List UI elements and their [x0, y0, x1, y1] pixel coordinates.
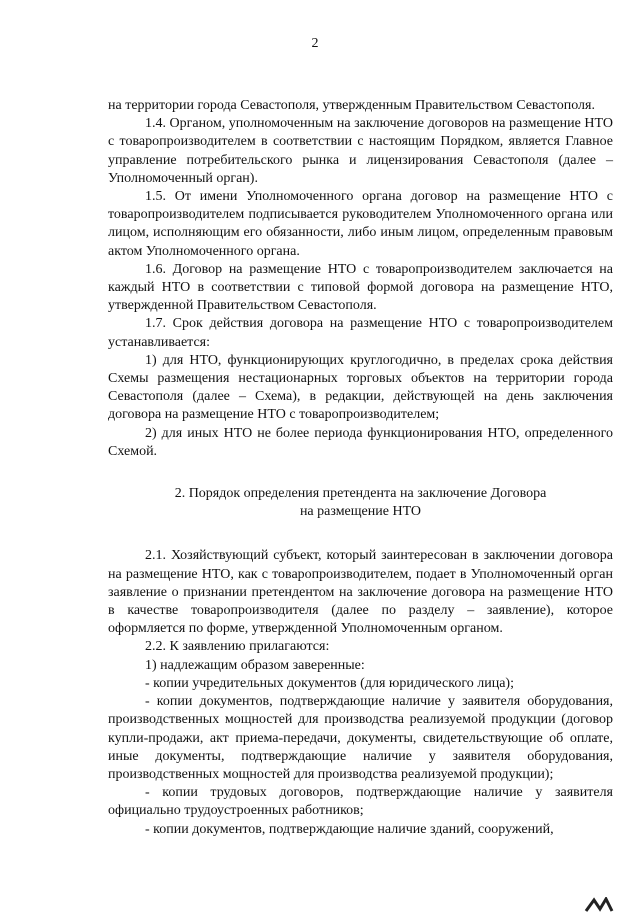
section-title-line-2: на размещение НТО: [299, 504, 422, 520]
list-item-equipment-docs: - копии документов, подтверждающие наличие у заявителя оборудования, производственных мощностей для производства реализуемой продукции (договор купли-продажи, акт приема-передачи, документы, свидетельствующие об оплате, иные документы, подтверждающие наличие у заявителя оборудования, производственных мощностей для производства реализуемой продукции);: [108, 694, 613, 782]
section-2-title: [108, 485, 613, 521]
corner-stamp-mark: [582, 897, 616, 913]
paragraph-continuation: на территории города Севастополя, утвержденным Правительством Севастополя.: [108, 98, 595, 113]
section-title-line-1: 2. Порядок определения претендента на заключение Договора: [174, 486, 547, 502]
paragraph-1-7: 1.7. Срок действия договора на размещение НТО с товаропроизводителем устанавливается:: [108, 316, 613, 350]
list-item-founding-docs: - копии учредительных документов (для юридического лица);: [145, 675, 514, 691]
paragraph-1-7-item-2: 2) для иных НТО не более периода функционирования НТО, определенного Схемой.: [108, 425, 613, 459]
paragraph-2-2-item-1: 1) надлежащим образом заверенные:: [145, 657, 365, 673]
list-item-labor-contracts: - копии трудовых договоров, подтверждающие наличие у заявителя официально трудоустроенных работников;: [108, 785, 613, 819]
list-item-buildings-docs: - копии документов, подтверждающие наличие зданий, сооружений,: [145, 821, 554, 837]
paragraph-2-2: 2.2. К заявлению прилагаются:: [145, 639, 330, 655]
paragraph-1-7-item-1: 1) для НТО, функционирующих круглогодично, в пределах срока действия Схемы размещения нестационарных торговых объектов на территории города Севастополя (далее – Схема), в редакции, действующей на день заключения договора на размещение НТО с товаропроизводителем;: [108, 352, 613, 423]
paragraph-2-1: 2.1. Хозяйствующий субъект, который заинтересован в заключении договора на размещение НТО, как с товаропроизводителем, подает в Уполномоченный орган заявление о признании претендентом на заключение договора на размещение НТО в качестве товаропроизводителя (далее по разделу – заявление), которое оформляется по форме, утвержденной Уполномоченным органом.: [108, 548, 613, 637]
paragraph-1-4: 1.4. Органом, уполномоченным на заключение договоров на размещение НТО с товаропроизводителем в соответствии с настоящим Порядком, является Главное управление потребительского рынка и лицензирования Севастополя (далее – Уполномоченный орган).: [108, 116, 613, 186]
paragraph-1-6: 1.6. Договор на размещение НТО с товаропроизводителем заключается на каждый НТО в соответствии с типовой формой договора на размещение НТО, утвержденной Правительством Севастополя.: [108, 261, 613, 314]
document-body: [108, 97, 613, 839]
page-number: 2: [311, 36, 319, 51]
paragraph-1-5: 1.5. От имени Уполномоченного органа договор на размещение НТО с товаропроизводителем подписывается руководителем Уполномоченного органа или лицом, исполняющим его обязанности, либо иным лицом, определенным правовым актом Уполномоченного органа.: [108, 189, 613, 259]
